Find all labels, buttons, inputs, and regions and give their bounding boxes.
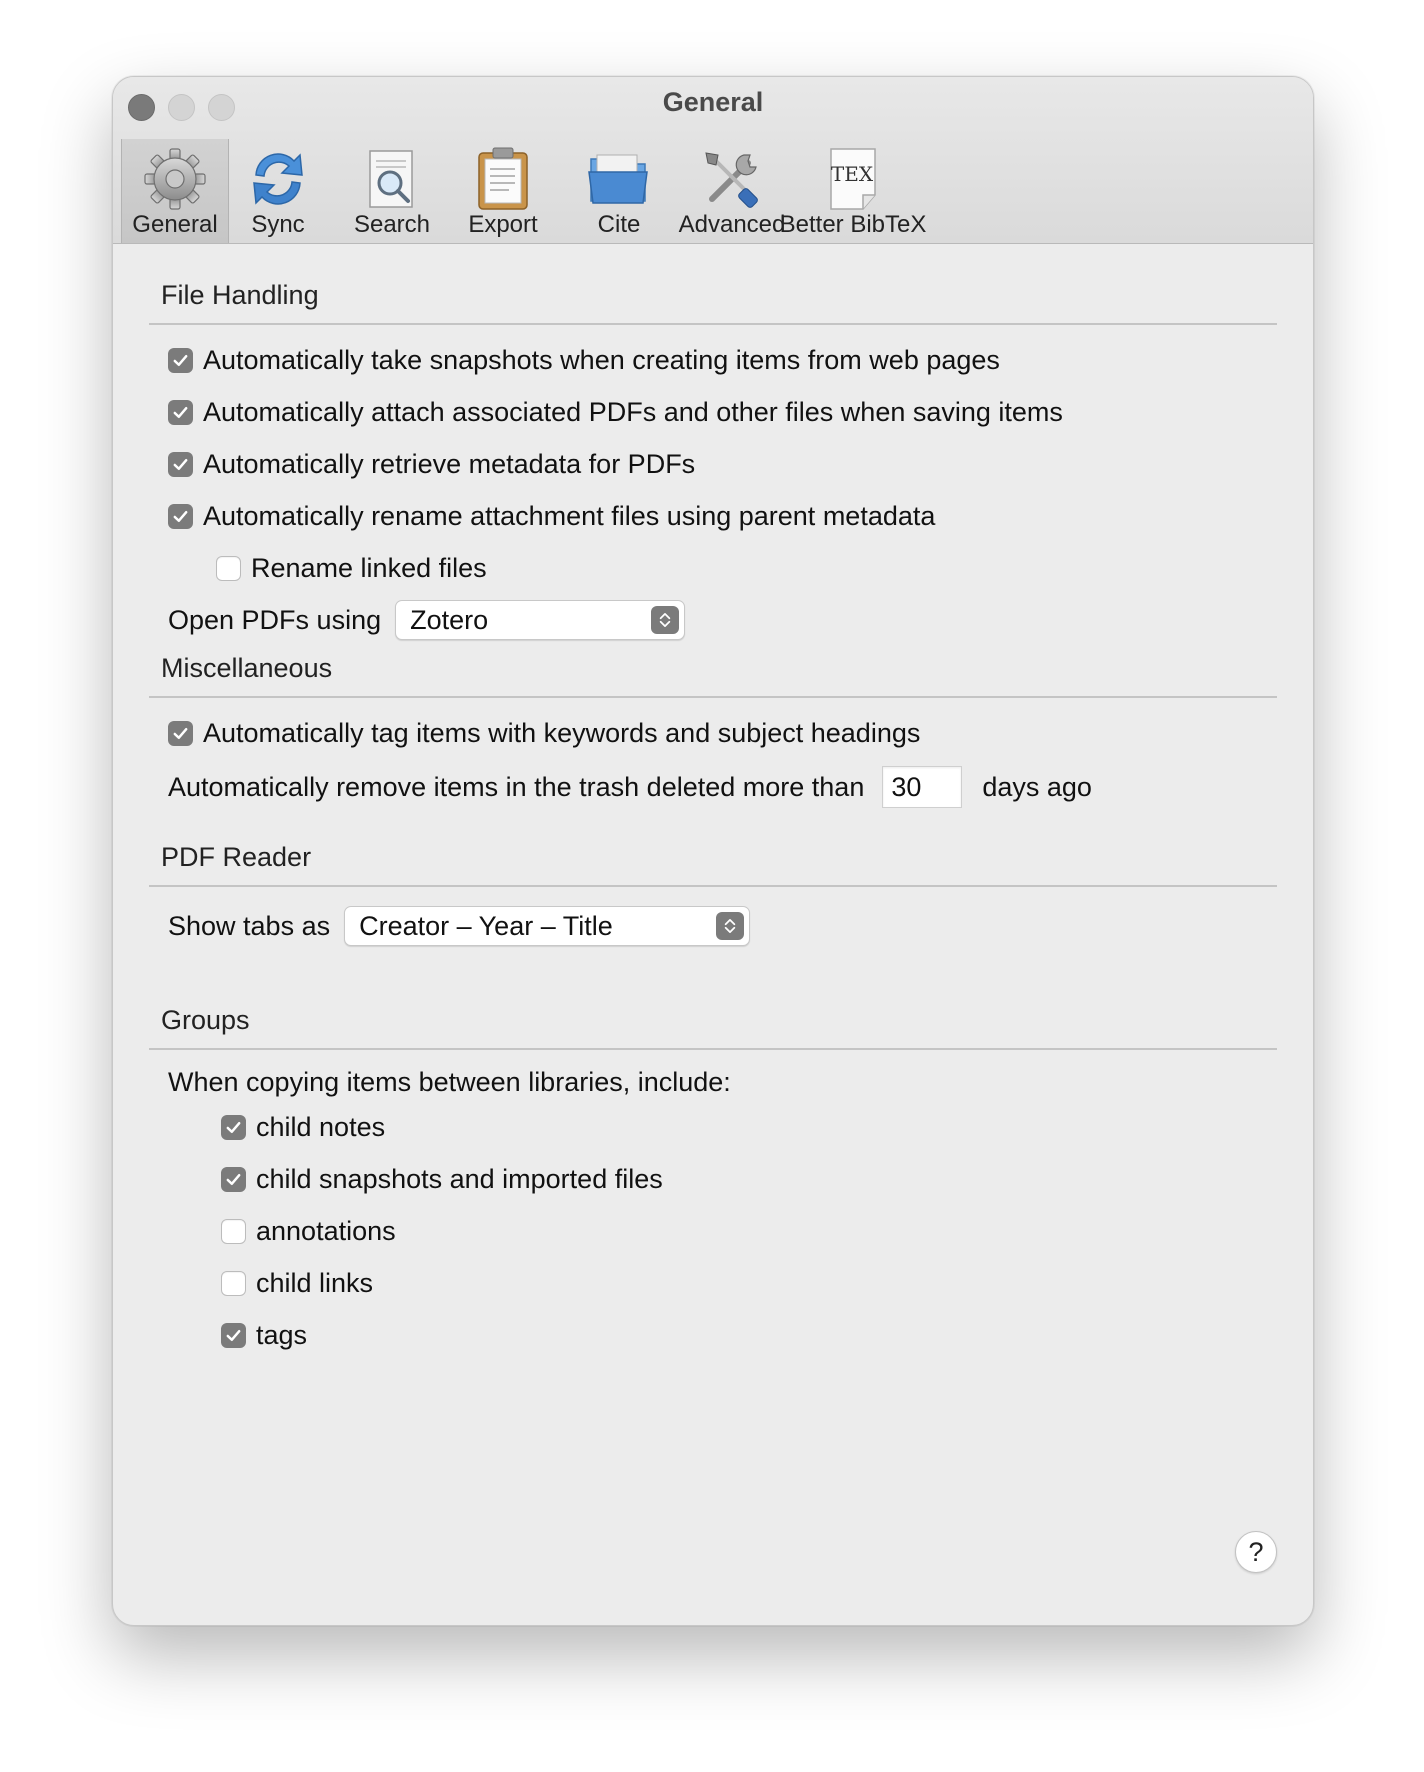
tools-icon (698, 145, 766, 213)
svg-text:TEX: TEX (830, 162, 874, 186)
checkbox-unchecked[interactable] (221, 1271, 246, 1296)
checkbox-row-child-snapshots[interactable] (221, 1164, 663, 1195)
checkmark-icon (171, 455, 190, 474)
checkbox-checked[interactable] (221, 1323, 246, 1348)
checkbox-label: Automatically attach associated PDFs and other files when saving items (203, 397, 1063, 427)
show-tabs-label: Show tabs as (168, 910, 331, 941)
checkbox-checked[interactable] (168, 348, 193, 373)
checkmark-icon (224, 1326, 243, 1345)
toolbar-tab-label: Better BibTeX (779, 211, 927, 238)
help-button[interactable]: ? (1235, 1531, 1277, 1573)
checkmark-icon (171, 351, 190, 370)
section-divider (149, 696, 1277, 698)
checkmark-icon (224, 1118, 243, 1137)
section-divider (149, 885, 1277, 887)
section-title-miscellaneous: Miscellaneous (161, 653, 333, 683)
toolbar-tab-search[interactable] (339, 139, 445, 243)
trash-retention-suffix: days ago (982, 771, 1092, 802)
trash-days-input[interactable]: 30 (882, 766, 962, 808)
checkbox-label: child snapshots and imported files (256, 1164, 663, 1194)
open-pdfs-select[interactable] (395, 600, 685, 640)
checkbox-row-auto-rename[interactable] (168, 501, 935, 532)
title-bar (113, 77, 1313, 244)
toolbar-tab-export[interactable] (445, 139, 561, 243)
open-pdfs-row (168, 600, 685, 640)
checkmark-icon (224, 1170, 243, 1189)
section-title-file-handling: File Handling (161, 280, 319, 310)
checkbox-unchecked[interactable] (216, 556, 241, 581)
toolbar-tab-label: Advanced (678, 211, 786, 238)
select-stepper-icon (716, 912, 744, 940)
window-title: General (662, 87, 764, 117)
checkbox-checked[interactable] (168, 504, 193, 529)
checkbox-row-child-links[interactable] (221, 1268, 373, 1299)
checkmark-icon (171, 724, 190, 743)
section-title-groups: Groups (161, 1005, 250, 1035)
checkbox-label: Automatically tag items with keywords and subject headings (203, 718, 921, 748)
toolbar-tab-sync[interactable] (233, 139, 323, 243)
checkbox-label: child links (256, 1268, 374, 1298)
checkbox-row-auto-attach-pdfs[interactable] (168, 397, 1063, 428)
open-pdfs-label: Open PDFs using (168, 604, 382, 635)
tex-document-icon (819, 145, 887, 213)
toolbar-tab-label: Cite (597, 211, 641, 238)
checkmark-icon (171, 403, 190, 422)
section-divider (149, 1048, 1277, 1050)
checkbox-row-auto-snapshots[interactable] (168, 345, 1000, 376)
general-pane (113, 244, 1313, 1625)
checkbox-label: annotations (256, 1216, 396, 1246)
toolbar-tab-better-bibtex[interactable] (773, 139, 933, 243)
checkbox-row-annotations[interactable] (221, 1216, 396, 1247)
checkbox-checked[interactable] (221, 1167, 246, 1192)
toolbar-tab-label: Export (468, 211, 538, 238)
checkbox-checked[interactable] (168, 400, 193, 425)
checkbox-checked[interactable] (168, 452, 193, 477)
checkbox-label: Rename linked files (251, 553, 487, 583)
show-tabs-row (168, 906, 750, 946)
trash-retention-row (168, 766, 1092, 808)
trash-retention-label: Automatically remove items in the trash deleted more than (168, 771, 865, 802)
section-divider (149, 323, 1277, 325)
preferences-window (112, 76, 1314, 1626)
checkbox-row-auto-retrieve-metadata[interactable] (168, 449, 695, 480)
toolbar-tab-general[interactable] (121, 139, 229, 243)
checkbox-row-child-notes[interactable] (221, 1112, 385, 1143)
checkbox-row-tags[interactable] (221, 1320, 307, 1351)
gear-icon (141, 145, 209, 213)
checkbox-unchecked[interactable] (221, 1219, 246, 1244)
search-icon (358, 145, 426, 213)
checkbox-checked[interactable] (221, 1115, 246, 1140)
show-tabs-value: Creator – Year – Title (359, 910, 613, 941)
clipboard-icon (469, 145, 537, 213)
open-pdfs-value: Zotero (410, 604, 489, 635)
checkbox-label: child notes (256, 1112, 386, 1142)
toolbar-tab-label: Sync (251, 211, 305, 238)
show-tabs-select[interactable] (344, 906, 750, 946)
checkmark-icon (171, 507, 190, 526)
select-stepper-icon (651, 606, 679, 634)
folder-icon (585, 145, 653, 213)
sync-icon (244, 145, 312, 213)
checkbox-label: Automatically retrieve metadata for PDFs (203, 449, 696, 479)
groups-intro-text: When copying items between libraries, include: (168, 1067, 731, 1097)
checkbox-label: tags (256, 1320, 308, 1350)
groups-intro (168, 1067, 731, 1098)
section-title-pdf-reader: PDF Reader (161, 842, 312, 872)
toolbar-tab-label: General (132, 211, 218, 238)
checkbox-row-rename-linked[interactable] (216, 553, 487, 584)
toolbar-tab-label: Search (353, 211, 431, 238)
checkbox-row-auto-tag[interactable] (168, 718, 920, 749)
checkbox-checked[interactable] (168, 721, 193, 746)
checkbox-label: Automatically rename attachment files using parent metadata (203, 501, 936, 531)
checkbox-label: Automatically take snapshots when creating items from web pages (203, 345, 1000, 375)
